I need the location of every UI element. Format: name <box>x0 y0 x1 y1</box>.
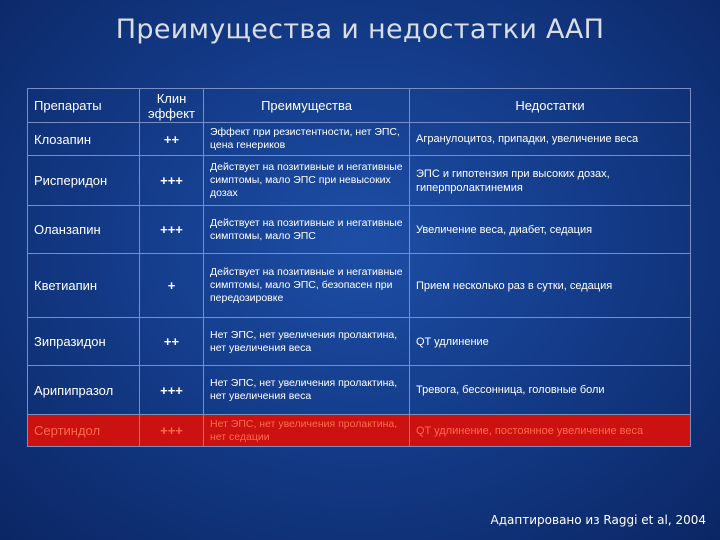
advantages-cell: Эффект при резистентности, нет ЭПС, цена генериков <box>204 123 410 156</box>
disadvantages-cell: Тревога, бессонница, головные боли <box>410 366 691 415</box>
table-row <box>28 123 691 156</box>
disadvantages-cell: Агранулоцитоз, припадки, увеличение веса <box>410 123 691 156</box>
header-advantages: Преимущества <box>204 89 410 123</box>
disadvantages-cell: Прием несколько раз в сутки, седация <box>410 254 691 318</box>
drug-name: Оланзапин <box>28 206 140 254</box>
advantages-cell: Нет ЭПС, нет увеличения пролактина, нет увеличения веса <box>204 366 410 415</box>
table-row <box>28 206 691 254</box>
source-credit: Адаптировано из Raggi et al, 2004 <box>490 513 706 527</box>
disadvantages-cell: QT удлинение <box>410 318 691 366</box>
clinical-effect: ++ <box>140 123 204 156</box>
clinical-effect: +++ <box>140 366 204 415</box>
clinical-effect: ++ <box>140 318 204 366</box>
table-row-highlighted <box>28 415 691 447</box>
disadvantages-cell: ЭПС и гипотензия при высоких дозах, гиперпролактинемия <box>410 156 691 206</box>
clinical-effect: +++ <box>140 156 204 206</box>
clinical-effect: + <box>140 254 204 318</box>
advantages-cell: Действует на позитивные и негативные симптомы, мало ЭПС, безопасен при передозировке <box>204 254 410 318</box>
slide-title: Преимущества и недостатки ААП <box>115 14 605 45</box>
drug-name: Зипразидон <box>28 318 140 366</box>
advantages-cell: Действует на позитивные и негативные симптомы, мало ЭПС <box>204 206 410 254</box>
comparison-table <box>27 88 691 447</box>
drug-name: Клозапин <box>28 123 140 156</box>
table-header-row <box>28 89 691 123</box>
table-row <box>28 318 691 366</box>
drug-name: Сертиндол <box>28 415 140 447</box>
clinical-effect: +++ <box>140 206 204 254</box>
drug-name: Арипипразол <box>28 366 140 415</box>
table-row <box>28 254 691 318</box>
disadvantages-cell: QT удлинение, постоянное увеличение веса <box>410 415 691 447</box>
table-row <box>28 366 691 415</box>
header-disadvantages: Недостатки <box>410 89 691 123</box>
advantages-cell: Нет ЭПС, нет увеличения пролактина, нет седации <box>204 415 410 447</box>
drug-name: Рисперидон <box>28 156 140 206</box>
table-row <box>28 156 691 206</box>
drug-name: Кветиапин <box>28 254 140 318</box>
header-clinical-effect: Клин эффект <box>140 89 204 123</box>
advantages-cell: Нет ЭПС, нет увеличения пролактина, нет увеличения веса <box>204 318 410 366</box>
header-drugs: Препараты <box>28 89 140 123</box>
clinical-effect: +++ <box>140 415 204 447</box>
disadvantages-cell: Увеличение веса, диабет, седация <box>410 206 691 254</box>
advantages-cell: Действует на позитивные и негативные симптомы, мало ЭПС при невысоких дозах <box>204 156 410 206</box>
